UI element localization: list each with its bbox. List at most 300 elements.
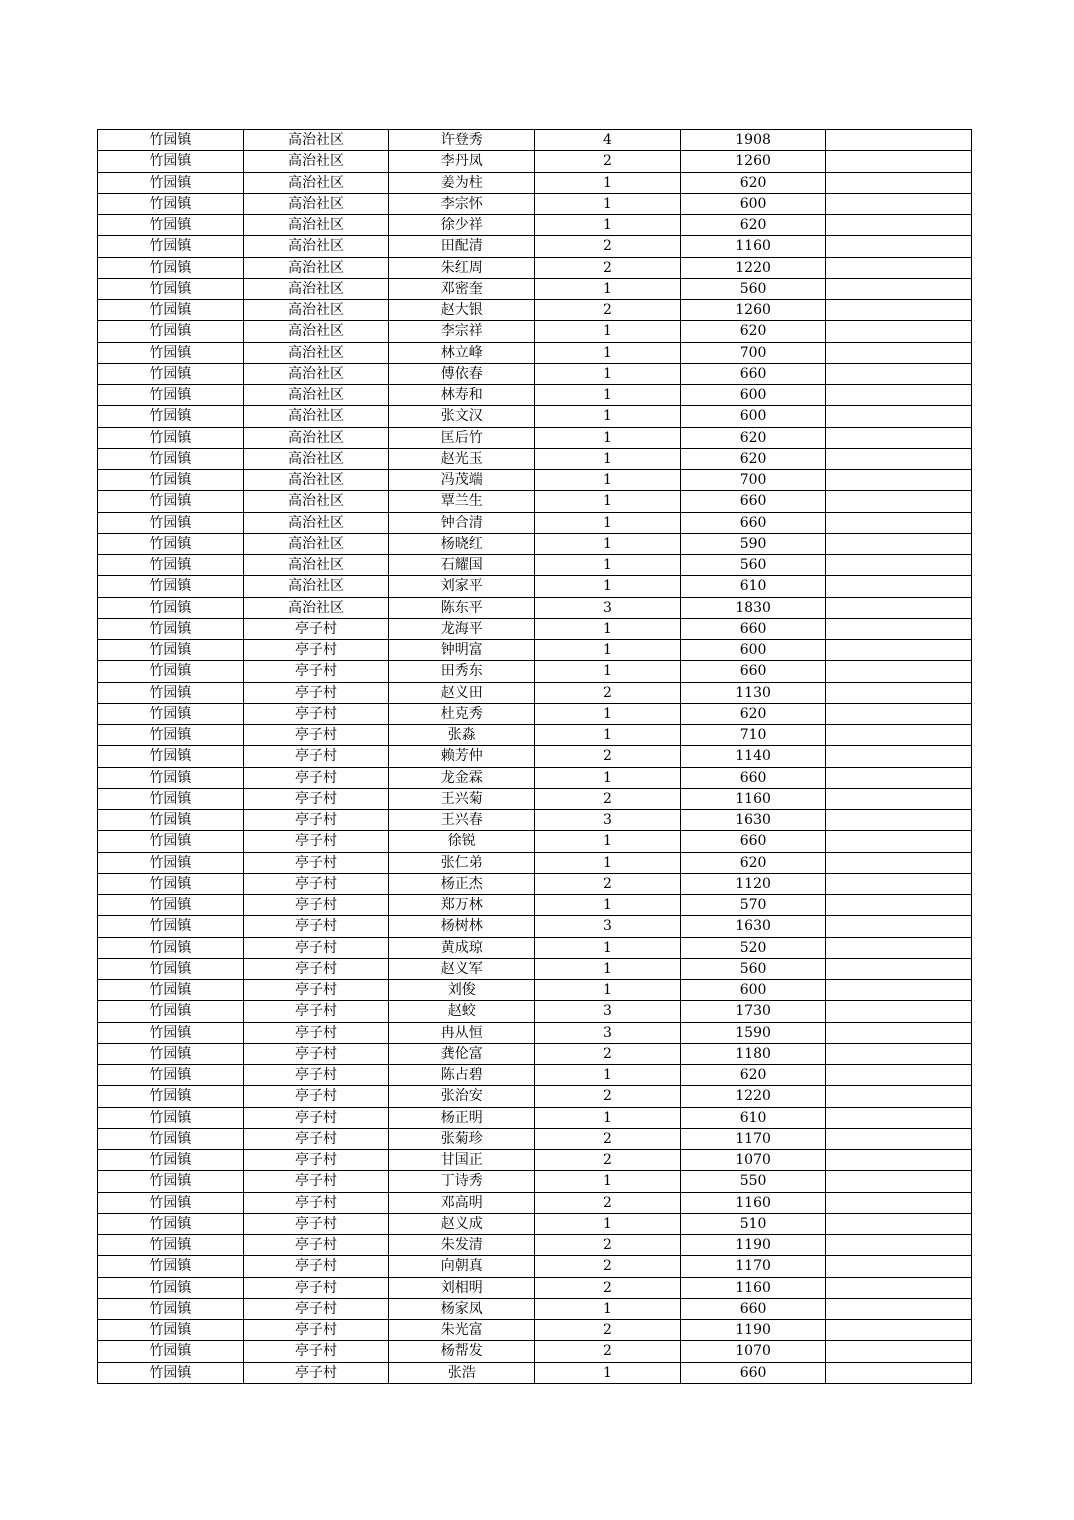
amount-cell: 610 <box>680 1107 826 1128</box>
amount-cell: 590 <box>680 533 826 554</box>
community-cell: 高治社区 <box>243 470 389 491</box>
table-row <box>98 831 972 852</box>
name-cell: 赵义成 <box>389 1213 535 1234</box>
table-body <box>98 130 972 1384</box>
count-cell: 1 <box>535 512 681 533</box>
table-row <box>98 640 972 661</box>
remark-cell <box>826 533 972 554</box>
table-row <box>98 895 972 916</box>
amount-cell: 600 <box>680 980 826 1001</box>
count-cell: 1 <box>535 618 681 639</box>
community-cell: 亭子村 <box>243 1171 389 1192</box>
count-cell: 1 <box>535 278 681 299</box>
table-row <box>98 1277 972 1298</box>
community-cell: 亭子村 <box>243 682 389 703</box>
table-row <box>98 1298 972 1319</box>
remark-cell <box>826 1001 972 1022</box>
table-row <box>98 1001 972 1022</box>
amount-cell: 1730 <box>680 1001 826 1022</box>
amount-cell: 610 <box>680 576 826 597</box>
count-cell: 3 <box>535 916 681 937</box>
remark-cell <box>826 852 972 873</box>
table-row <box>98 682 972 703</box>
community-cell: 亭子村 <box>243 1341 389 1362</box>
town-cell: 竹园镇 <box>98 385 244 406</box>
amount-cell: 1190 <box>680 1235 826 1256</box>
count-cell: 2 <box>535 1086 681 1107</box>
name-cell: 陈东平 <box>389 597 535 618</box>
remark-cell <box>826 236 972 257</box>
count-cell: 2 <box>535 1320 681 1341</box>
count-cell: 3 <box>535 1022 681 1043</box>
community-cell: 亭子村 <box>243 640 389 661</box>
town-cell: 竹园镇 <box>98 300 244 321</box>
remark-cell <box>826 363 972 384</box>
town-cell: 竹园镇 <box>98 278 244 299</box>
amount-cell: 660 <box>680 512 826 533</box>
town-cell: 竹园镇 <box>98 661 244 682</box>
table-row <box>98 1086 972 1107</box>
town-cell: 竹园镇 <box>98 703 244 724</box>
count-cell: 1 <box>535 980 681 1001</box>
town-cell: 竹园镇 <box>98 491 244 512</box>
count-cell: 2 <box>535 1128 681 1149</box>
community-cell: 高治社区 <box>243 533 389 554</box>
town-cell: 竹园镇 <box>98 958 244 979</box>
count-cell: 2 <box>535 1341 681 1362</box>
town-cell: 竹园镇 <box>98 1298 244 1319</box>
table-row <box>98 300 972 321</box>
table-row <box>98 1065 972 1086</box>
town-cell: 竹园镇 <box>98 1192 244 1213</box>
remark-cell <box>826 491 972 512</box>
name-cell: 匡后竹 <box>389 427 535 448</box>
remark-cell <box>826 385 972 406</box>
name-cell: 杨正杰 <box>389 873 535 894</box>
amount-cell: 520 <box>680 937 826 958</box>
community-cell: 亭子村 <box>243 767 389 788</box>
amount-cell: 1120 <box>680 873 826 894</box>
amount-cell: 660 <box>680 831 826 852</box>
community-cell: 高治社区 <box>243 151 389 172</box>
name-cell: 赵蛟 <box>389 1001 535 1022</box>
remark-cell <box>826 1128 972 1149</box>
community-cell: 亭子村 <box>243 1065 389 1086</box>
name-cell: 朱红周 <box>389 257 535 278</box>
town-cell: 竹园镇 <box>98 1128 244 1149</box>
table-row <box>98 725 972 746</box>
table-row <box>98 1320 972 1341</box>
table-row <box>98 1043 972 1064</box>
amount-cell: 1160 <box>680 236 826 257</box>
table-row <box>98 555 972 576</box>
name-cell: 杨晓红 <box>389 533 535 554</box>
community-cell: 亭子村 <box>243 852 389 873</box>
name-cell: 傅依春 <box>389 363 535 384</box>
town-cell: 竹园镇 <box>98 1213 244 1234</box>
town-cell: 竹园镇 <box>98 937 244 958</box>
remark-cell <box>826 321 972 342</box>
count-cell: 1 <box>535 533 681 554</box>
table-row <box>98 852 972 873</box>
town-cell: 竹园镇 <box>98 555 244 576</box>
community-cell: 亭子村 <box>243 831 389 852</box>
count-cell: 1 <box>535 661 681 682</box>
name-cell: 邓高明 <box>389 1192 535 1213</box>
community-cell: 亭子村 <box>243 916 389 937</box>
table-row <box>98 873 972 894</box>
count-cell: 1 <box>535 491 681 512</box>
town-cell: 竹园镇 <box>98 831 244 852</box>
name-cell: 龚伦富 <box>389 1043 535 1064</box>
town-cell: 竹园镇 <box>98 810 244 831</box>
count-cell: 3 <box>535 597 681 618</box>
community-cell: 高治社区 <box>243 448 389 469</box>
community-cell: 亭子村 <box>243 746 389 767</box>
count-cell: 1 <box>535 958 681 979</box>
name-cell: 张浩 <box>389 1362 535 1383</box>
remark-cell <box>826 873 972 894</box>
table-row <box>98 1235 972 1256</box>
amount-cell: 620 <box>680 215 826 236</box>
name-cell: 姜为柱 <box>389 172 535 193</box>
count-cell: 2 <box>535 682 681 703</box>
name-cell: 丁诗秀 <box>389 1171 535 1192</box>
amount-cell: 1180 <box>680 1043 826 1064</box>
community-cell: 亭子村 <box>243 788 389 809</box>
town-cell: 竹园镇 <box>98 172 244 193</box>
town-cell: 竹园镇 <box>98 151 244 172</box>
remark-cell <box>826 1150 972 1171</box>
amount-cell: 710 <box>680 725 826 746</box>
town-cell: 竹园镇 <box>98 448 244 469</box>
amount-cell: 1070 <box>680 1150 826 1171</box>
data-table <box>97 129 972 1384</box>
remark-cell <box>826 1235 972 1256</box>
community-cell: 亭子村 <box>243 1150 389 1171</box>
remark-cell <box>826 342 972 363</box>
remark-cell <box>826 278 972 299</box>
table-row <box>98 172 972 193</box>
town-cell: 竹园镇 <box>98 257 244 278</box>
count-cell: 2 <box>535 746 681 767</box>
name-cell: 赵光玉 <box>389 448 535 469</box>
name-cell: 钟明富 <box>389 640 535 661</box>
table-row <box>98 980 972 1001</box>
community-cell: 亭子村 <box>243 873 389 894</box>
remark-cell <box>826 1277 972 1298</box>
amount-cell: 1220 <box>680 1086 826 1107</box>
remark-cell <box>826 937 972 958</box>
amount-cell: 600 <box>680 193 826 214</box>
name-cell: 刘相明 <box>389 1277 535 1298</box>
town-cell: 竹园镇 <box>98 916 244 937</box>
community-cell: 高治社区 <box>243 215 389 236</box>
town-cell: 竹园镇 <box>98 406 244 427</box>
amount-cell: 560 <box>680 958 826 979</box>
remark-cell <box>826 640 972 661</box>
name-cell: 林立峰 <box>389 342 535 363</box>
town-cell: 竹园镇 <box>98 321 244 342</box>
name-cell: 冯茂端 <box>389 470 535 491</box>
amount-cell: 600 <box>680 406 826 427</box>
town-cell: 竹园镇 <box>98 427 244 448</box>
name-cell: 王兴菊 <box>389 788 535 809</box>
town-cell: 竹园镇 <box>98 576 244 597</box>
remark-cell <box>826 1043 972 1064</box>
community-cell: 亭子村 <box>243 1256 389 1277</box>
town-cell: 竹园镇 <box>98 746 244 767</box>
community-cell: 高治社区 <box>243 278 389 299</box>
table-row <box>98 916 972 937</box>
remark-cell <box>826 1213 972 1234</box>
community-cell: 高治社区 <box>243 555 389 576</box>
name-cell: 杨家凤 <box>389 1298 535 1319</box>
community-cell: 亭子村 <box>243 958 389 979</box>
remark-cell <box>826 1065 972 1086</box>
remark-cell <box>826 300 972 321</box>
name-cell: 郑万林 <box>389 895 535 916</box>
remark-cell <box>826 1298 972 1319</box>
town-cell: 竹园镇 <box>98 597 244 618</box>
table-row <box>98 661 972 682</box>
amount-cell: 1190 <box>680 1320 826 1341</box>
town-cell: 竹园镇 <box>98 130 244 151</box>
remark-cell <box>826 1107 972 1128</box>
name-cell: 许登秀 <box>389 130 535 151</box>
town-cell: 竹园镇 <box>98 1150 244 1171</box>
name-cell: 杨树林 <box>389 916 535 937</box>
remark-cell <box>826 1192 972 1213</box>
table-row <box>98 448 972 469</box>
town-cell: 竹园镇 <box>98 725 244 746</box>
name-cell: 冉从恒 <box>389 1022 535 1043</box>
name-cell: 邓密奎 <box>389 278 535 299</box>
table-row <box>98 193 972 214</box>
count-cell: 1 <box>535 363 681 384</box>
count-cell: 1 <box>535 406 681 427</box>
remark-cell <box>826 1320 972 1341</box>
table-row <box>98 1171 972 1192</box>
name-cell: 赵义军 <box>389 958 535 979</box>
count-cell: 1 <box>535 576 681 597</box>
community-cell: 高治社区 <box>243 172 389 193</box>
count-cell: 2 <box>535 1192 681 1213</box>
name-cell: 田秀东 <box>389 661 535 682</box>
amount-cell: 600 <box>680 385 826 406</box>
remark-cell <box>826 1022 972 1043</box>
community-cell: 高治社区 <box>243 193 389 214</box>
amount-cell: 660 <box>680 661 826 682</box>
community-cell: 亭子村 <box>243 1001 389 1022</box>
remark-cell <box>826 130 972 151</box>
community-cell: 高治社区 <box>243 236 389 257</box>
table-row <box>98 321 972 342</box>
table-row <box>98 470 972 491</box>
name-cell: 张菊珍 <box>389 1128 535 1149</box>
table-row <box>98 810 972 831</box>
amount-cell: 1220 <box>680 257 826 278</box>
table-row <box>98 788 972 809</box>
table-row <box>98 1213 972 1234</box>
count-cell: 1 <box>535 427 681 448</box>
town-cell: 竹园镇 <box>98 1277 244 1298</box>
community-cell: 亭子村 <box>243 937 389 958</box>
town-cell: 竹园镇 <box>98 1256 244 1277</box>
town-cell: 竹园镇 <box>98 1341 244 1362</box>
remark-cell <box>826 810 972 831</box>
amount-cell: 660 <box>680 363 826 384</box>
count-cell: 1 <box>535 1107 681 1128</box>
amount-cell: 1170 <box>680 1128 826 1149</box>
community-cell: 高治社区 <box>243 321 389 342</box>
amount-cell: 1160 <box>680 788 826 809</box>
town-cell: 竹园镇 <box>98 193 244 214</box>
count-cell: 1 <box>535 852 681 873</box>
community-cell: 亭子村 <box>243 1277 389 1298</box>
name-cell: 覃兰生 <box>389 491 535 512</box>
amount-cell: 700 <box>680 342 826 363</box>
count-cell: 1 <box>535 831 681 852</box>
remark-cell <box>826 916 972 937</box>
remark-cell <box>826 576 972 597</box>
amount-cell: 660 <box>680 1362 826 1383</box>
table-row <box>98 1256 972 1277</box>
table-row <box>98 767 972 788</box>
name-cell: 杨正明 <box>389 1107 535 1128</box>
table-row <box>98 1362 972 1383</box>
remark-cell <box>826 682 972 703</box>
table-row <box>98 257 972 278</box>
community-cell: 亭子村 <box>243 980 389 1001</box>
table-row <box>98 406 972 427</box>
amount-cell: 620 <box>680 172 826 193</box>
remark-cell <box>826 151 972 172</box>
amount-cell: 550 <box>680 1171 826 1192</box>
table-row <box>98 130 972 151</box>
name-cell: 李宗怀 <box>389 193 535 214</box>
town-cell: 竹园镇 <box>98 788 244 809</box>
town-cell: 竹园镇 <box>98 895 244 916</box>
remark-cell <box>826 597 972 618</box>
amount-cell: 620 <box>680 448 826 469</box>
amount-cell: 620 <box>680 427 826 448</box>
remark-cell <box>826 1086 972 1107</box>
table-row <box>98 533 972 554</box>
count-cell: 1 <box>535 385 681 406</box>
count-cell: 1 <box>535 1213 681 1234</box>
remark-cell <box>826 555 972 576</box>
community-cell: 亭子村 <box>243 1362 389 1383</box>
count-cell: 1 <box>535 1362 681 1383</box>
town-cell: 竹园镇 <box>98 980 244 1001</box>
name-cell: 朱光富 <box>389 1320 535 1341</box>
amount-cell: 660 <box>680 1298 826 1319</box>
name-cell: 朱发清 <box>389 1235 535 1256</box>
remark-cell <box>826 448 972 469</box>
count-cell: 2 <box>535 1256 681 1277</box>
town-cell: 竹园镇 <box>98 1065 244 1086</box>
community-cell: 高治社区 <box>243 300 389 321</box>
town-cell: 竹园镇 <box>98 1320 244 1341</box>
table-row <box>98 576 972 597</box>
remark-cell <box>826 895 972 916</box>
community-cell: 亭子村 <box>243 661 389 682</box>
town-cell: 竹园镇 <box>98 512 244 533</box>
table-row <box>98 427 972 448</box>
community-cell: 高治社区 <box>243 576 389 597</box>
table-row <box>98 363 972 384</box>
amount-cell: 700 <box>680 470 826 491</box>
count-cell: 1 <box>535 193 681 214</box>
town-cell: 竹园镇 <box>98 1362 244 1383</box>
remark-cell <box>826 980 972 1001</box>
table-row <box>98 342 972 363</box>
name-cell: 李宗祥 <box>389 321 535 342</box>
name-cell: 向朝真 <box>389 1256 535 1277</box>
table-row <box>98 151 972 172</box>
remark-cell <box>826 958 972 979</box>
name-cell: 李丹凤 <box>389 151 535 172</box>
count-cell: 1 <box>535 937 681 958</box>
town-cell: 竹园镇 <box>98 1001 244 1022</box>
town-cell: 竹园镇 <box>98 873 244 894</box>
remark-cell <box>826 1256 972 1277</box>
count-cell: 4 <box>535 130 681 151</box>
town-cell: 竹园镇 <box>98 767 244 788</box>
count-cell: 1 <box>535 172 681 193</box>
remark-cell <box>826 767 972 788</box>
community-cell: 亭子村 <box>243 1128 389 1149</box>
community-cell: 亭子村 <box>243 1192 389 1213</box>
count-cell: 3 <box>535 810 681 831</box>
count-cell: 1 <box>535 321 681 342</box>
count-cell: 2 <box>535 873 681 894</box>
remark-cell <box>826 618 972 639</box>
count-cell: 2 <box>535 257 681 278</box>
remark-cell <box>826 1171 972 1192</box>
remark-cell <box>826 172 972 193</box>
count-cell: 2 <box>535 1235 681 1256</box>
remark-cell <box>826 1362 972 1383</box>
table-row <box>98 703 972 724</box>
name-cell: 刘俊 <box>389 980 535 1001</box>
town-cell: 竹园镇 <box>98 533 244 554</box>
amount-cell: 570 <box>680 895 826 916</box>
town-cell: 竹园镇 <box>98 852 244 873</box>
community-cell: 高治社区 <box>243 363 389 384</box>
amount-cell: 600 <box>680 640 826 661</box>
table-row <box>98 618 972 639</box>
amount-cell: 620 <box>680 321 826 342</box>
remark-cell <box>826 746 972 767</box>
name-cell: 杨帮发 <box>389 1341 535 1362</box>
community-cell: 亭子村 <box>243 810 389 831</box>
amount-cell: 620 <box>680 852 826 873</box>
name-cell: 甘国正 <box>389 1150 535 1171</box>
name-cell: 黄成琼 <box>389 937 535 958</box>
table-row <box>98 746 972 767</box>
community-cell: 亭子村 <box>243 703 389 724</box>
count-cell: 2 <box>535 236 681 257</box>
table-row <box>98 215 972 236</box>
count-cell: 1 <box>535 1065 681 1086</box>
count-cell: 2 <box>535 1277 681 1298</box>
count-cell: 2 <box>535 1043 681 1064</box>
amount-cell: 1170 <box>680 1256 826 1277</box>
amount-cell: 620 <box>680 703 826 724</box>
table-row <box>98 1107 972 1128</box>
